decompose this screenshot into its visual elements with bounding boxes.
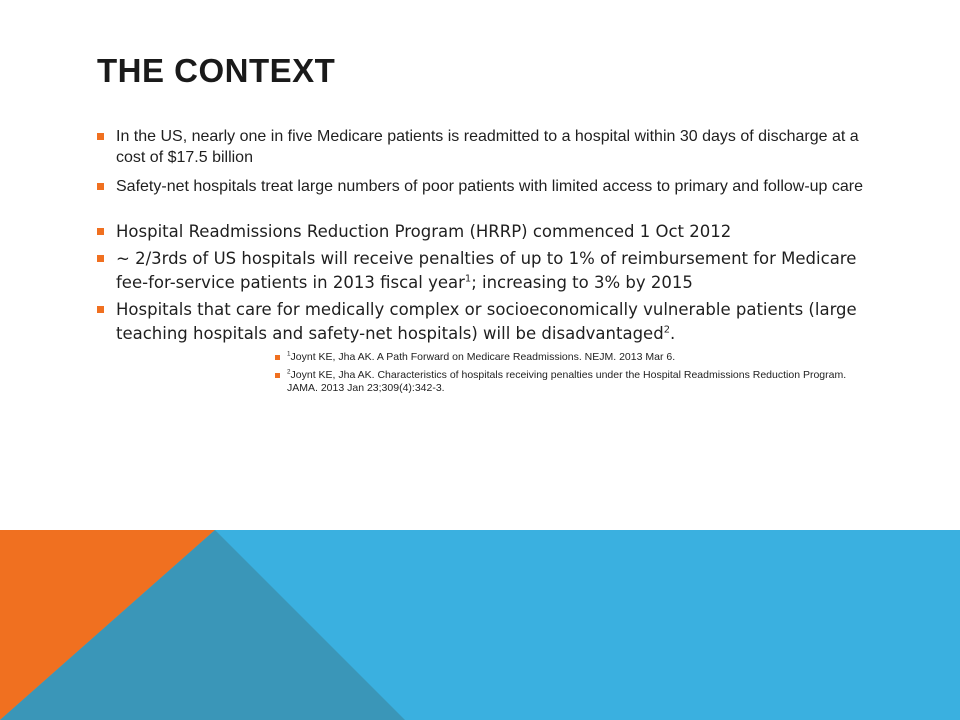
bullet-hrrp bbox=[97, 220, 877, 244]
reference-item bbox=[275, 351, 855, 364]
bullet-disadvantaged bbox=[97, 298, 877, 346]
bullet-marker-icon bbox=[97, 133, 104, 140]
slide-title: THE CONTEXT bbox=[97, 52, 336, 89]
bullet-text: In the US, nearly one in five Medicare patients is readmitted to a hospital within 30 days of discharge at a cost of $17.5 billion bbox=[116, 128, 859, 166]
bullet-readmission-stat bbox=[97, 126, 877, 168]
bullet-safety-net bbox=[97, 176, 877, 197]
bullet-text: Safety-net hospitals treat large numbers of poor patients with limited access to primary and follow-up care bbox=[116, 178, 864, 195]
footnote-ref: 1 bbox=[464, 273, 472, 285]
bullet-marker-icon bbox=[97, 306, 104, 313]
footnote-ref: 2 bbox=[663, 324, 670, 336]
reference-item bbox=[275, 369, 855, 395]
reference-number: 1 bbox=[287, 350, 291, 358]
bullet-marker-icon bbox=[275, 355, 280, 360]
bullet-marker-icon bbox=[97, 255, 104, 262]
reference-text: Joynt KE, Jha AK. A Path Forward on Medicare Readmissions. NEJM. 2013 Mar 6. bbox=[290, 351, 676, 363]
bullet-text: ~ 2/3rds of US hospitals will receive penalties of up to 1% of reimbursement for Medicare fee-for-service patients in 2013 fiscal year bbox=[116, 249, 857, 292]
bullet-marker-icon bbox=[275, 373, 280, 378]
decorative-footer bbox=[0, 530, 960, 720]
reference-text: Joynt KE, Jha AK. Characteristics of hospitals receiving penalties under the Hospital Readmissions Reduction Program. JAMA. 2013 Jan 23;309(4):342-3. bbox=[287, 369, 847, 394]
bullet-text-tail: ; increasing to 3% by 2015 bbox=[471, 273, 693, 292]
bullet-text: Hospital Readmissions Reduction Program (HRRP) commenced 1 Oct 2012 bbox=[116, 222, 732, 241]
slide-body bbox=[97, 126, 877, 400]
bullet-penalties bbox=[97, 247, 877, 295]
bullet-marker-icon bbox=[97, 228, 104, 235]
reference-number: 2 bbox=[287, 368, 291, 376]
references bbox=[275, 351, 855, 395]
bullet-marker-icon bbox=[97, 183, 104, 190]
spacer bbox=[97, 205, 877, 220]
bullet-text: Hospitals that care for medically complex or socioeconomically vulnerable patients (large teaching hospitals and safety-net hospitals) will be disadvantaged bbox=[116, 300, 857, 343]
bullet-text-tail: . bbox=[669, 324, 676, 343]
